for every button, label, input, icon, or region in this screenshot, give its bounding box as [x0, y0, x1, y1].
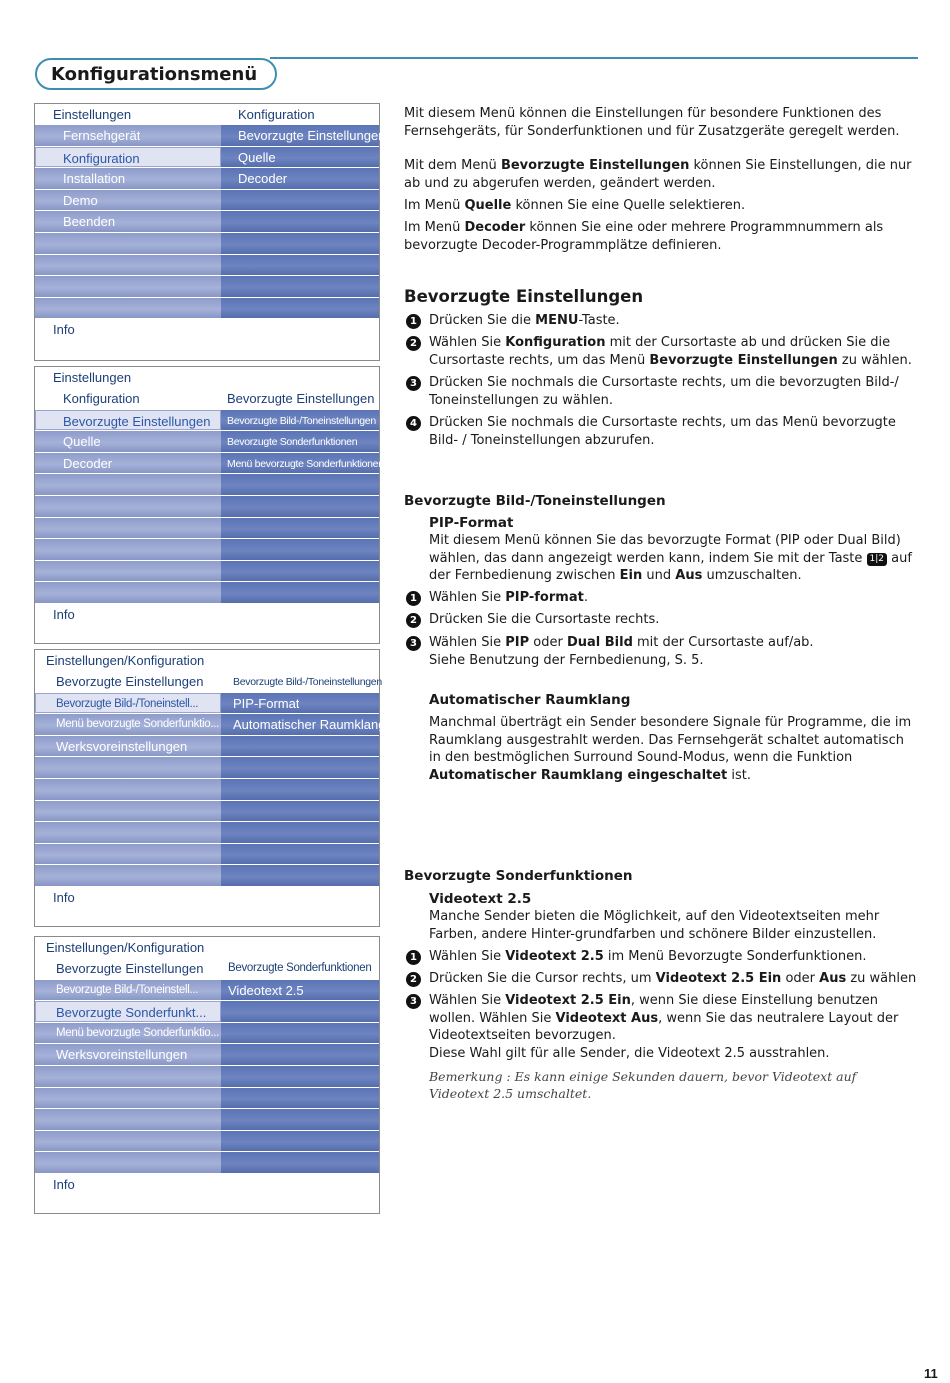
panel-3-header: [35, 650, 379, 671]
step-number-icon: 3: [406, 376, 421, 391]
menu-row-empty: [35, 297, 379, 319]
menu-row[interactable]: Decoder Menü bevorzugte Sonderfunktionen: [35, 452, 379, 474]
step-number-icon: 3: [406, 636, 421, 651]
step-text: Wählen Sie Videotext 2.5 im Menü Bevorzugte Sonderfunktionen.: [429, 949, 867, 964]
menu-row[interactable]: Fernsehgerät Bevorzugte Einstellungen: [35, 124, 379, 146]
step-number-icon: 2: [406, 972, 421, 987]
step-text: Wählen Sie PIP-format.: [429, 590, 588, 605]
menu-header-row: Bevorzugte Einstellungen Bevorzugte Bild-/Toneinstellungen: [35, 670, 379, 692]
menu-row-empty: [35, 1087, 379, 1109]
menu-row-empty: [35, 232, 379, 254]
info-label: Info: [53, 890, 75, 905]
panel-2-rows: [35, 387, 384, 603]
page-number: 11: [924, 1366, 938, 1381]
step-text: Wählen Sie Konfiguration mit der Cursortaste ab und drücken Sie die Cursortaste rechts, um das Menü Bevorzugte Einstellungen zu wählen.: [429, 335, 912, 368]
panel-1-rows: [35, 124, 386, 318]
subheading-automatischer-raumklang: Automatischer Raumklang: [429, 692, 631, 708]
crumb-einstellungen: Einstellungen: [53, 370, 132, 385]
step-number-icon: 1: [406, 314, 421, 329]
title-rule: [270, 57, 918, 59]
step-text: Drücken Sie die Cursor rechts, um Videotext 2.5 Ein oder Aus zu wählen: [429, 971, 917, 986]
subheading-pip-format: PIP-Format: [429, 515, 514, 531]
section-heading-sonderfunktionen: Bevorzugte Sonderfunktionen: [404, 868, 633, 884]
step-text: Drücken Sie die MENU-Taste.: [429, 313, 620, 328]
menu-row[interactable]: Demo: [35, 189, 379, 211]
menu-row[interactable]: Beenden: [35, 210, 379, 232]
menu-row[interactable]: Werksvoreinstellungen: [35, 735, 379, 757]
crumb-einstellungen-konfiguration: Einstellungen/Konfiguration: [46, 653, 205, 668]
menu-row-empty: [35, 275, 379, 297]
menu-row-selected[interactable]: Bevorzugte Einstellungen Bevorzugte Bild-/Toneinstellungen: [35, 409, 379, 431]
step-text: Drücken Sie nochmals die Cursortaste rechts, um das Menü bevorzugte Bild- / Toneinstellungen abzurufen.: [429, 415, 896, 448]
menu-row-selected[interactable]: Bevorzugte Bild-/Toneinstell... PIP-Format: [35, 692, 379, 714]
menu-row-empty: [35, 1065, 379, 1087]
menu-row-empty: [35, 1130, 379, 1152]
menu-panel-2: [34, 366, 384, 644]
menu-row-empty: [35, 756, 379, 778]
step-number-icon: 1: [406, 950, 421, 965]
menu-row-empty: [35, 1108, 379, 1130]
crumb-konfiguration: Konfiguration: [238, 107, 315, 122]
step-number-icon: 3: [406, 994, 421, 1009]
crumb-einstellungen: Einstellungen: [53, 107, 132, 122]
menu-row-empty: [35, 778, 379, 800]
menu-panel-1: [34, 103, 386, 361]
intro-paragraph-4: Im Menü Decoder können Sie eine oder mehrere Programmnummern als bevorzugte Decoder-Programmplätze definieren.: [404, 220, 884, 253]
remark-note: Bemerkung : Es kann einige Sekunden dauern, bevor Videotext auf Videotext 2.5 umschaltet.: [429, 1069, 857, 1101]
panel-3-rows: [35, 670, 386, 886]
section-heading-bevorzugte-einstellungen: Bevorzugte Einstellungen: [404, 287, 644, 306]
crumb-einstellungen-konfiguration: Einstellungen/Konfiguration: [46, 940, 205, 955]
videotext-paragraph: Manche Sender bieten die Möglichkeit, auf den Videotextseiten mehr Farben, andere Hinter-grundfarben und schönere Bilder einzustellen.: [429, 909, 880, 942]
step-number-icon: 2: [406, 613, 421, 628]
step-number-icon: 1: [406, 591, 421, 606]
step-text: Wählen Sie Videotext 2.5 Ein, wenn Sie diese Einstellung benutzen wollen. Wählen Sie Videotext Aus, wenn Sie das neutralere Layout der Videotextseiten bevorzugen. Diese Wahl gilt für alle Sender, die Videotext 2.5 ausstrahlen.: [429, 993, 899, 1061]
menu-row[interactable]: Quelle Bevorzugte Sonderfunktionen: [35, 430, 379, 452]
raumklang-paragraph: Manchmal überträgt ein Sender besondere Signale für Programme, die im Raumklang ausgestrahlt werden. Das Fernsehgerät schaltet automatisch in den bestmöglichen Surround Sound-Modus, wenn die Funktion Automatischer Raumklang eingeschaltet ist.: [429, 715, 912, 783]
menu-row[interactable]: Menü bevorzugte Sonderfunktio... Automatischer Raumklang: [35, 713, 379, 735]
menu-row-empty: [35, 581, 379, 603]
menu-row[interactable]: Installation Decoder: [35, 167, 379, 189]
menu-row[interactable]: Menü bevorzugte Sonderfunktio...: [35, 1022, 379, 1044]
panel-1-header: [35, 104, 379, 125]
step-number-icon: 2: [406, 336, 421, 351]
menu-row[interactable]: Werksvoreinstellungen: [35, 1043, 379, 1065]
intro-paragraph-2: Mit dem Menü Bevorzugte Einstellungen können Sie Einstellungen, die nur ab und zu abgerufen werden, geändert werden.: [404, 158, 912, 191]
step-number-icon: 4: [406, 416, 421, 431]
menu-row-selected[interactable]: Konfiguration Quelle: [35, 146, 379, 168]
menu-header-row: Konfiguration Bevorzugte Einstellungen: [35, 387, 379, 409]
panel-4-rows: [35, 957, 379, 1173]
intro-paragraph-3: Im Menü Quelle können Sie eine Quelle selektieren.: [404, 198, 746, 213]
menu-row-empty: [35, 560, 379, 582]
info-label: Info: [53, 1177, 75, 1192]
page-title: Konfigurationsmenü: [35, 58, 277, 90]
menu-row-empty: [35, 800, 379, 822]
panel-2-header: [35, 367, 379, 388]
menu-row-empty: [35, 517, 379, 539]
menu-row-empty: [35, 843, 379, 865]
menu-row-empty: [35, 473, 379, 495]
menu-row-empty: [35, 1151, 379, 1173]
intro-paragraph-1: Mit diesem Menü können die Einstellungen für besondere Funktionen des Fernsehgeräts, für Sonderfunktionen und für Zusatzgeräte geregelt werden.: [404, 106, 900, 139]
menu-row-selected[interactable]: Bevorzugte Sonderfunkt...: [35, 1000, 379, 1022]
step-text: Drücken Sie nochmals die Cursortaste rechts, um die bevorzugten Bild-/ Toneinstellungen zu wählen.: [429, 375, 899, 408]
menu-panel-4: [34, 936, 380, 1214]
menu-row-empty: [35, 254, 379, 276]
info-label: Info: [53, 607, 75, 622]
section-heading-bild-ton: Bevorzugte Bild-/Toneinstellungen: [404, 493, 666, 509]
menu-row-empty: [35, 495, 379, 517]
step-text: Drücken Sie die Cursortaste rechts.: [429, 612, 660, 627]
subheading-videotext: Videotext 2.5: [429, 891, 532, 907]
menu-panel-3: [34, 649, 386, 927]
menu-row-empty: [35, 538, 379, 560]
menu-row-empty: [35, 821, 379, 843]
step-text: Wählen Sie PIP oder Dual Bild mit der Cursortaste auf/ab. Siehe Benutzung der Fernbedienung, S. 5.: [429, 635, 814, 668]
pip-format-paragraph: Mit diesem Menü können Sie das bevorzugte Format (PIP oder Dual Bild) wählen, das dann angezeigt werden kann, indem Sie mit der Taste 1|2 auf der Fernbedienung zwischen Ein und Aus umzuschalten.: [429, 533, 912, 583]
menu-row-empty: [35, 864, 379, 886]
info-label: Info: [53, 322, 75, 337]
menu-header-row: Bevorzugte Einstellungen Bevorzugte Sonderfunktionen: [35, 957, 379, 979]
panel-4-header: [35, 937, 379, 958]
menu-row[interactable]: Bevorzugte Bild-/Toneinstell... Videotext 2.5: [35, 979, 379, 1001]
pip-key-icon: 1|2: [867, 553, 887, 566]
